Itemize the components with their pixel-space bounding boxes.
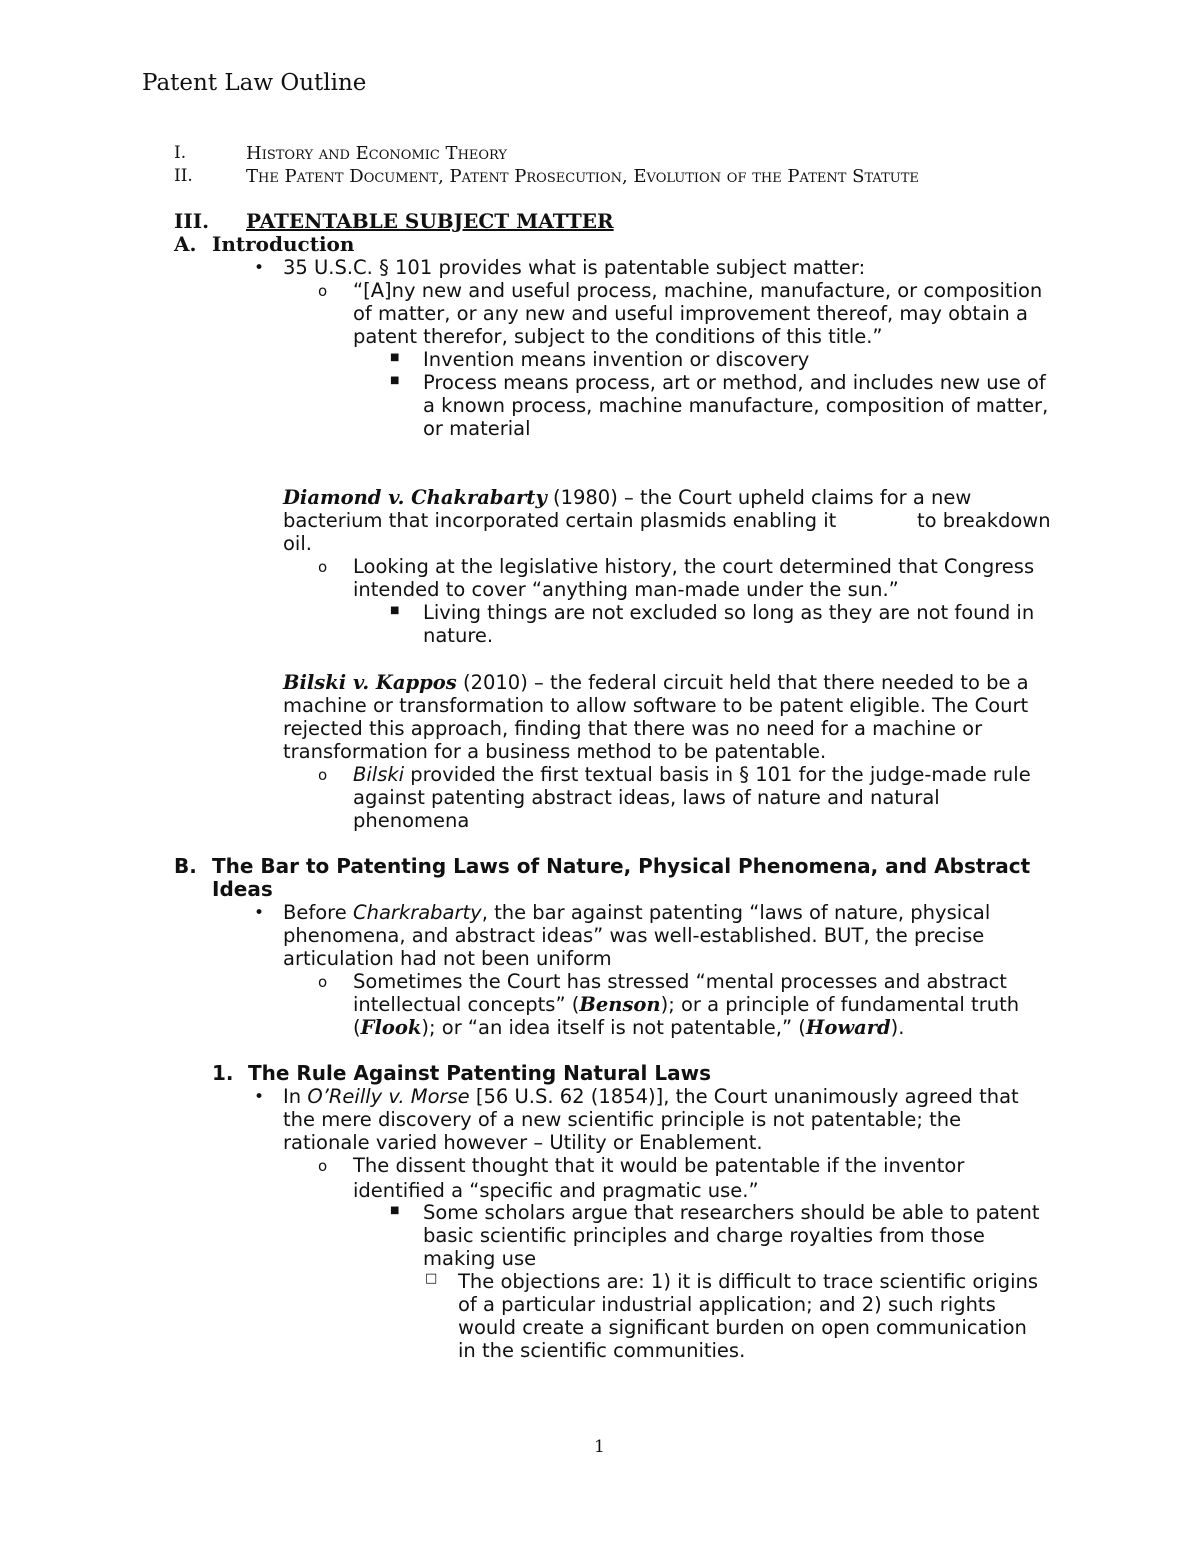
living-things-line-2: nature. [423,624,494,647]
objections-line-1: The objections are: 1) it is difficult to trace scientific origins [458,1270,1039,1293]
court-stressed-2-pre: intellectual concepts” ( [353,993,580,1016]
court-stressed-2-post: ); or a principle of fundamental truth [660,993,1020,1016]
circle-bullet-icon: o [318,282,328,300]
morse-post: [56 U.S. 62 (1854)], the Court unanimously agreed that [469,1085,1019,1108]
process-definition-line-2: a known process, machine manufacture, composition of matter, [423,394,1049,417]
bilski-summary-1: (2010) – the federal circuit held that there needed to be a [456,671,1029,694]
subsection-b-label: B. [174,854,197,878]
court-stressed-line-1: Sometimes the Court has stressed “mental processes and abstract [353,970,1007,993]
morse-line-2: the mere discovery of a new scientific principle is not patentable; the [283,1108,962,1131]
subsection-a-label: A. [174,232,197,256]
circle-bullet-icon: o [318,558,328,576]
diamond-summary-1: (1980) – the Court upheld claims for a new [546,486,972,509]
morse-pre: In [283,1085,308,1108]
objections-line-4: in the scientific communities. [458,1339,746,1362]
objections-line-2: of a particular industrial application; and 2) such rights [458,1293,996,1316]
bullet-icon: • [254,903,265,923]
bilski-case-line-1 [283,671,1029,694]
bilski-case-line-2: machine or transformation to allow software to be patent eligible. The Court [283,694,1029,717]
diamond-case-line-2a: bacterium that incorporated certain plasmids enabling it [283,509,837,532]
diamond-case-line-2b: to breakdown [917,509,1051,532]
section-heading: PATENTABLE SUBJECT MATTER [246,209,614,233]
bilski-case-line-4: transformation for a business method to be patentable. [283,740,827,763]
diamond-case-line-1 [283,486,971,509]
bar-bullet-post: , the bar against patenting “laws of nature, physical [481,901,991,924]
subsection-b-heading-line-1: The Bar to Patenting Laws of Nature, Physical Phenomena, and Abstract [212,854,1031,878]
bilski-basis-text: provided the first textual basis in § 101 for the judge-made rule [404,763,1031,786]
statute-quote-line-2: of matter, or any new and useful improvement thereof, may obtain a [353,302,1028,325]
statute-quote-line-3: patent therefor, subject to the conditions of this title.” [353,325,883,348]
bar-bullet-line-3: articulation had not been uniform [283,947,612,970]
circle-bullet-icon: o [318,1157,328,1175]
section-number: III. [174,209,210,233]
court-stressed-3-mid: ); or “an idea itself is not patentable,” ( [421,1016,806,1039]
statute-bullet: 35 U.S.C. § 101 provides what is patentable subject matter: [283,256,866,279]
case-name-bilski: Bilski v. Kappos [283,671,457,694]
diamond-history-line-1: Looking at the legislative history, the court determined that Congress [353,555,1035,578]
morse-line-3: rationale varied however – Utility or Enablement. [283,1131,763,1154]
invention-definition: Invention means invention or discovery [423,348,810,371]
bilski-basis-line-3: phenomena [353,809,470,832]
subsection-1-label: 1. [212,1061,234,1085]
objections-line-3: would create a significant burden on open communication [458,1316,1027,1339]
court-stressed-3-pre: ( [353,1016,361,1039]
scholars-line-3: making use [423,1247,537,1270]
living-things-line-1: Living things are not excluded so long as they are not found in [423,601,1035,624]
statute-quote-line-1: “[A]ny new and useful process, machine, manufacture, or composition [353,279,1043,302]
case-name-flook: Flook [360,1016,422,1039]
square-bullet-icon: ■ [390,1205,400,1216]
subsection-a-heading: Introduction [212,232,355,256]
scholars-line-2: basic scientific principles and charge royalties from those [423,1224,985,1247]
case-name-morse: O’Reilly v. Morse [307,1085,470,1108]
square-bullet-icon: ■ [390,352,400,363]
dissent-line-1: The dissent thought that it would be patentable if the inventor [353,1154,965,1177]
bar-bullet-pre: Before [283,901,353,924]
toc-item-2: The Patent Document, Patent Prosecution, Evolution of the Patent Statute [246,166,919,187]
morse-line-1 [283,1085,1019,1108]
bar-bullet-line-2: phenomena, and abstract ideas” was well-established. BUT, the precise [283,924,985,947]
bilski-basis-line-2: against patenting abstract ideas, laws of nature and natural [353,786,940,809]
diamond-history-line-2: intended to cover “anything man-made under the sun.” [353,578,899,601]
hollow-square-bullet-icon: □ [425,1271,438,1286]
process-definition-line-1: Process means process, art or method, and includes new use of [423,371,1046,394]
toc-number-1: I. [174,143,187,163]
subsection-1-heading: The Rule Against Patenting Natural Laws [248,1061,711,1085]
toc-item-1: History and Economic Theory [246,143,508,164]
case-name-diamond: Diamond v. Chakrabarty [283,486,547,509]
bilski-case-line-3: rejected this approach, finding that there was no need for a machine or [283,717,983,740]
process-definition-line-3: or material [423,417,531,440]
circle-bullet-icon: o [318,766,328,784]
case-name-benson: Benson [579,993,661,1016]
court-stressed-line-2 [353,993,1019,1016]
bar-bullet-line-1 [283,901,990,924]
square-bullet-icon: ■ [390,375,400,386]
scholars-line-1: Some scholars argue that researchers should be able to patent [423,1201,1040,1224]
court-stressed-3-post: ). [890,1016,905,1039]
subsection-b-heading-line-2: Ideas [212,877,273,901]
bullet-icon: • [254,1087,265,1107]
diamond-case-line-3: oil. [283,532,312,555]
page-title: Patent Law Outline [142,70,367,96]
bilski-basis-line-1 [353,763,1031,786]
circle-bullet-icon: o [318,973,328,991]
page-number: 1 [594,1437,605,1457]
case-name-charkrabarty: Charkrabarty [352,901,482,924]
dissent-line-2: identified a “specific and pragmatic use.” [353,1179,759,1202]
bullet-icon: • [254,258,265,278]
toc-number-2: II. [174,166,193,186]
case-name-bilski-short: Bilski [353,763,405,786]
square-bullet-icon: ■ [390,605,400,616]
court-stressed-line-3 [353,1016,904,1039]
case-name-howard: Howard [805,1016,891,1039]
